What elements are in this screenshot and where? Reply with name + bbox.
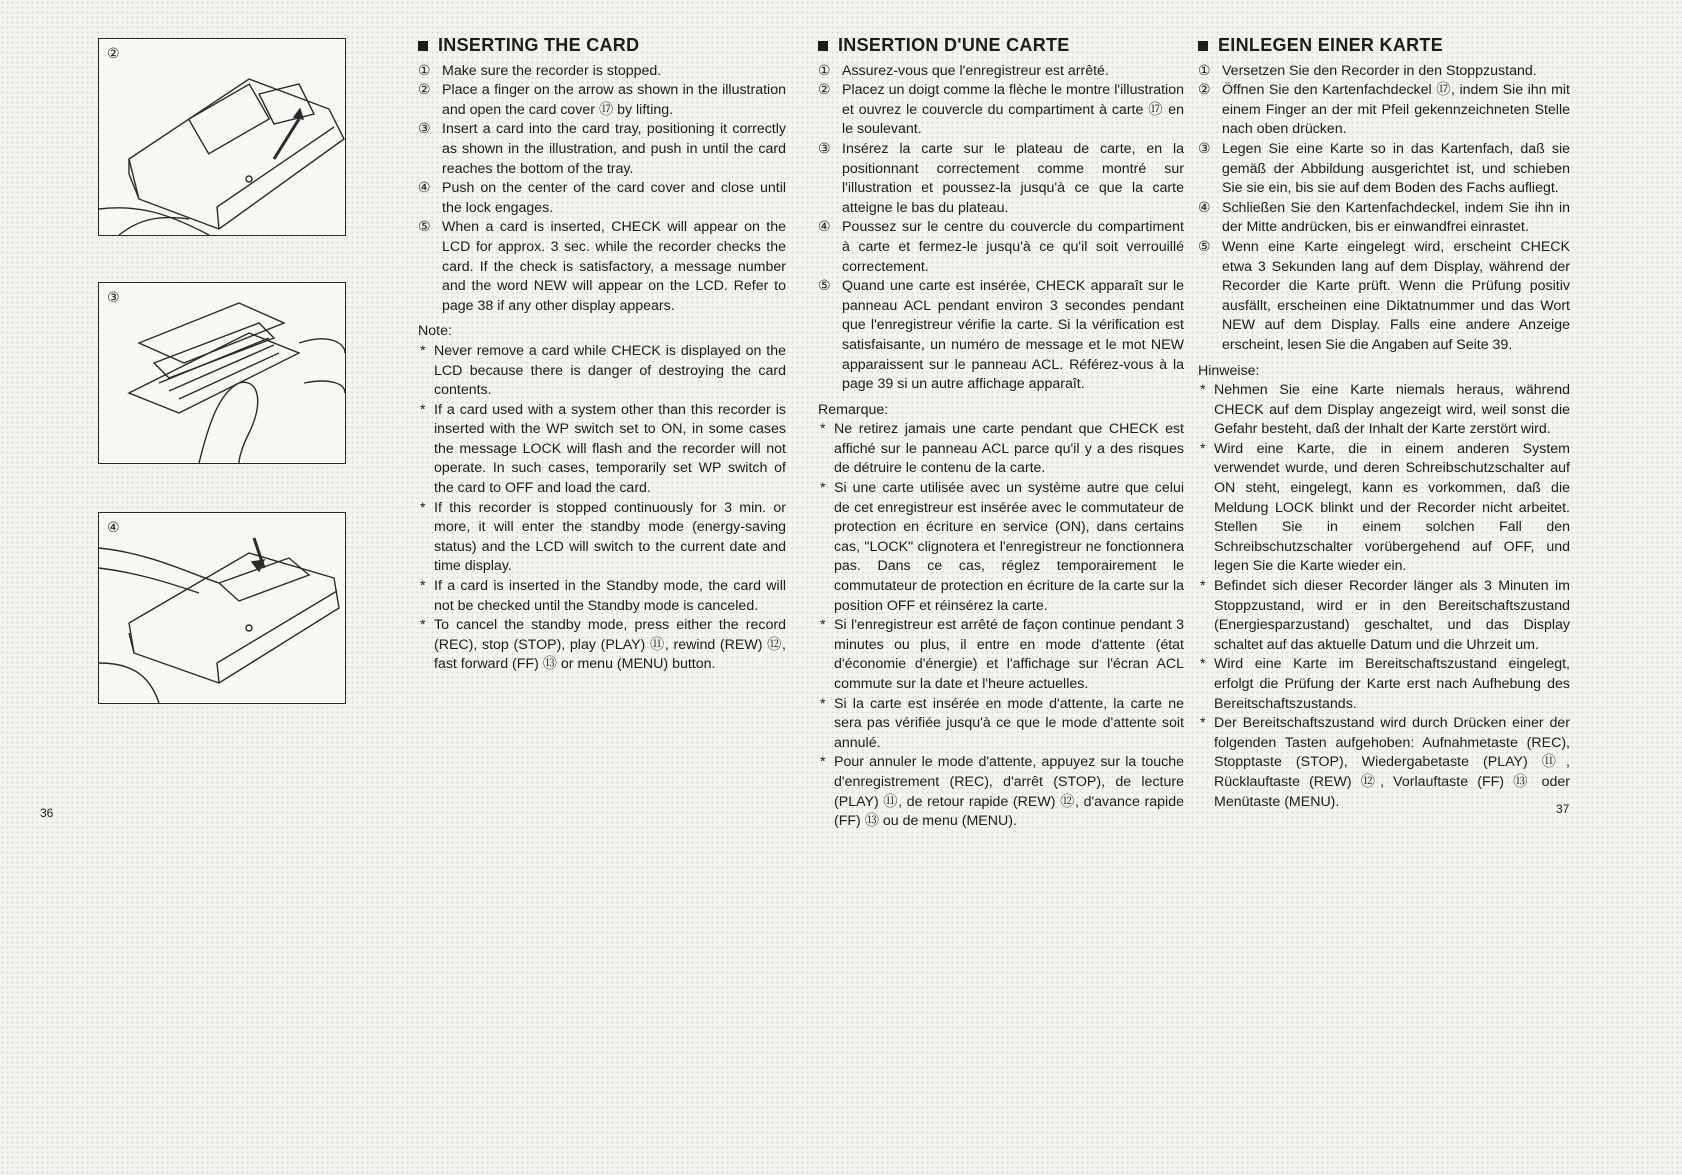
step-item: ④ Schließen Sie den Kartenfachdeckel, indem Sie ihn in der Mitte andrücken, bis er einwandfrei einrastet. xyxy=(1198,199,1570,236)
note-item: * Si la carte est insérée en mode d'attente, la carte ne sera pas vérifiée jusqu'à ce que le mode d'attente soit annulé. xyxy=(820,695,1184,751)
figure-3 xyxy=(98,282,346,464)
note-heading-fr: Remarque: xyxy=(818,401,889,418)
step-item: ⑤ Wenn eine Karte eingelegt wird, erscheint CHECK etwa 3 Sekunden lang auf dem Display, während der Recorder die Karte prüft. Wenn die Prüfung positiv ausfällt, erscheinen eine Diktatnummer und das Wort NEW auf dem Display. Falls eine andere Anzeige erscheint, lesen Sie die Angaben auf Seite 39. xyxy=(1198,238,1570,353)
step-item: ① Make sure the recorder is stopped. xyxy=(418,62,662,79)
step-item: ③ Insert a card into the card tray, positioning it correctly as shown in the illustration, and push in until the card reaches the bottom of the tray. xyxy=(418,121,786,177)
page-number-right: 37 xyxy=(1556,802,1570,816)
section-bullet-icon xyxy=(418,41,428,51)
figure-4-label: ④ xyxy=(107,519,120,535)
section-title-fr: INSERTION D'UNE CARTE xyxy=(818,36,1184,56)
column-french xyxy=(818,36,1184,832)
step-item: ③ Insérez la carte sur le plateau de carte, en la positionnant correctement comme montré sur l'illustration et poussez-la jusqu'à ce que la carte atteigne le bas du plateau. xyxy=(818,140,1184,216)
step-item: ⑤ When a card is inserted, CHECK will appear on the LCD for approx. 3 sec. while the recorder checks the card. If the check is satisfactory, a message number and the word NEW will appear on the LCD. Refer to page 38 if any other display appears. xyxy=(418,219,786,314)
figure-2-label: ② xyxy=(107,45,120,61)
note-item: * Wird eine Karte im Bereitschaftszustand eingelegt, erfolgt die Prüfung der Karte erst nach Aufhebung des Bereitschaftszustands. xyxy=(1200,656,1570,712)
note-item: * Der Bereitschaftszustand wird durch Drücken einer der folgenden Tasten aufgehoben: Aufnahmetaste (REC), Stopptaste (STOP), Wiedergabetaste (PLAY) ⑪, Rücklauftaste (REW) ⑫, Vorlauftaste (FF) ⑬ oder Menütaste (MENU). xyxy=(1200,715,1570,810)
note-item: * Wird eine Karte, die in einem anderen System verwendet wurde, und deren Schreibschutzschalter auf ON steht, eingelegt, kann es vorkommen, daß die Meldung LOCK blinkt und der Recorder nicht arbeitet. Stellen Sie in einem solchen Fall den Schreibschutzschalter vorübergehend auf OFF, und legen Sie die Karte wieder ein. xyxy=(1200,440,1570,575)
step-item: ① Versetzen Sie den Recorder in den Stoppzustand. xyxy=(1198,62,1537,79)
section-bullet-icon xyxy=(1198,41,1208,51)
step-item: ⑤ Quand une carte est insérée, CHECK apparaît sur le panneau ACL pendant environ 3 secondes pendant que l'enregistreur vérifie la carte. Si la vérification est satisfaisante, un numéro de message et le mot NEW apparaissent sur le panneau ACL. Référez-vous à la page 39 si un autre affichage apparaît. xyxy=(818,278,1184,393)
note-heading-de: Hinweise: xyxy=(1198,362,1260,379)
section-bullet-icon xyxy=(818,41,828,51)
note-item: * Si l'enregistreur est arrêté de façon continue pendant 3 minutes ou plus, il entre en mode d'attente (état d'économie d'énergie) et l'affichage sur l'écran ACL commute sur la date et l'heure actuelles. xyxy=(820,617,1184,692)
section-title-de: EINLEGEN EINER KARTE xyxy=(1198,36,1570,56)
figure-4 xyxy=(98,512,346,704)
note-item: * Ne retirez jamais une carte pendant que CHECK est affiché sur le panneau ACL parce qu'il y a des risques de détruire le contenu de la carte. xyxy=(820,421,1184,477)
section-title-en: INSERTING THE CARD xyxy=(418,36,786,56)
note-item: * If this recorder is stopped continuously for 3 min. or more, it will enter the standby mode (energy-saving status) and the LCD will switch to the current date and time display. xyxy=(420,499,786,575)
column-english xyxy=(418,36,786,675)
page-number-left: 36 xyxy=(40,806,54,820)
step-item: ② Öffnen Sie den Kartenfachdeckel ⑰, indem Sie ihn mit einem Finger an der mit Pfeil gekennzeichneten Stelle nach oben drücken. xyxy=(1198,82,1570,138)
card-cover-close-illustration xyxy=(99,513,345,703)
note-item: * Nehmen Sie eine Karte niemals heraus, während CHECK auf dem Display angezeigt wird, weil sonst die Gefahr besteht, daß der Inhalt der Karte zerstört wird. xyxy=(1200,382,1570,438)
step-item: ② Placez un doigt comme la flèche le montre l'illustration et ouvrez le couvercle du compartiment à carte ⑰ en le soulevant. xyxy=(818,82,1184,138)
note-item: * To cancel the standby mode, press either the record (REC), stop (STOP), play (PLAY) ⑪, rewind (REW) ⑫, fast forward (FF) ⑬ or menu (MENU) button. xyxy=(420,617,786,673)
note-item: * Pour annuler le mode d'attente, appuyez sur la touche d'enregistrement (REC), d'arrêt (STOP), de lecture (PLAY) ⑪, de retour rapide (REW) ⑫, d'avance rapide (FF) ⑬ ou de menu (MENU). xyxy=(820,754,1184,830)
step-item: ① Assurez-vous que l'enregistreur est arrêté. xyxy=(818,62,1109,79)
recorder-card-cover-open-illustration xyxy=(99,39,345,235)
step-item: ③ Legen Sie eine Karte so in das Kartenfach, daß sie gemäß der Abbildung ausgerichtet ist, und schieben Sie sie ein, bis sie auf dem Boden des Fachs aufliegt. xyxy=(1198,140,1570,197)
note-item: * If a card is inserted in the Standby mode, the card will not be checked until the Standby mode is canceled. xyxy=(420,578,786,614)
step-item: ④ Push on the center of the card cover and close until the lock engages. xyxy=(418,180,786,216)
step-item: ④ Poussez sur le centre du couvercle du compartiment à carte et fermez-le jusqu'à ce qu'il soit verrouillé correctement. xyxy=(818,219,1184,275)
figure-3-label: ③ xyxy=(107,289,120,305)
note-item: * If a card used with a system other than this recorder is inserted with the WP switch set to ON, in some cases the message LOCK will flash and the recorder will not operate. In such cases, temporarily set WP switch of the card to OFF and load the card. xyxy=(420,401,786,497)
card-insertion-illustration xyxy=(99,283,345,463)
note-item: * Si une carte utilisée avec un système autre que celui de cet enregistreur est insérée avec le commutateur de protection en écriture en service (ON), dans certains cas, "LOCK" clignotera et l'enregistreur ne fonctionnera pas. Dans ce cas, réglez temporairement le commutateur de protection en écriture de la carte sur la position OFF et réinsérez la carte. xyxy=(820,480,1184,614)
figure-2 xyxy=(98,38,346,236)
column-german xyxy=(1198,36,1570,812)
note-heading-en: Note: xyxy=(418,323,452,340)
note-item: * Befindet sich dieser Recorder länger als 3 Minuten im Stoppzustand, wird er in den Bereitschaftszustand (Energiesparzustand) geschaltet, und das Display schaltet auf das aktuelle Datum und die Uhrzeit um. xyxy=(1200,578,1570,653)
note-item: * Never remove a card while CHECK is displayed on the LCD because there is danger of destroying the card contents. xyxy=(420,342,786,399)
step-item: ② Place a finger on the arrow as shown in the illustration and open the card cover ⑰ by lifting. xyxy=(418,82,786,118)
